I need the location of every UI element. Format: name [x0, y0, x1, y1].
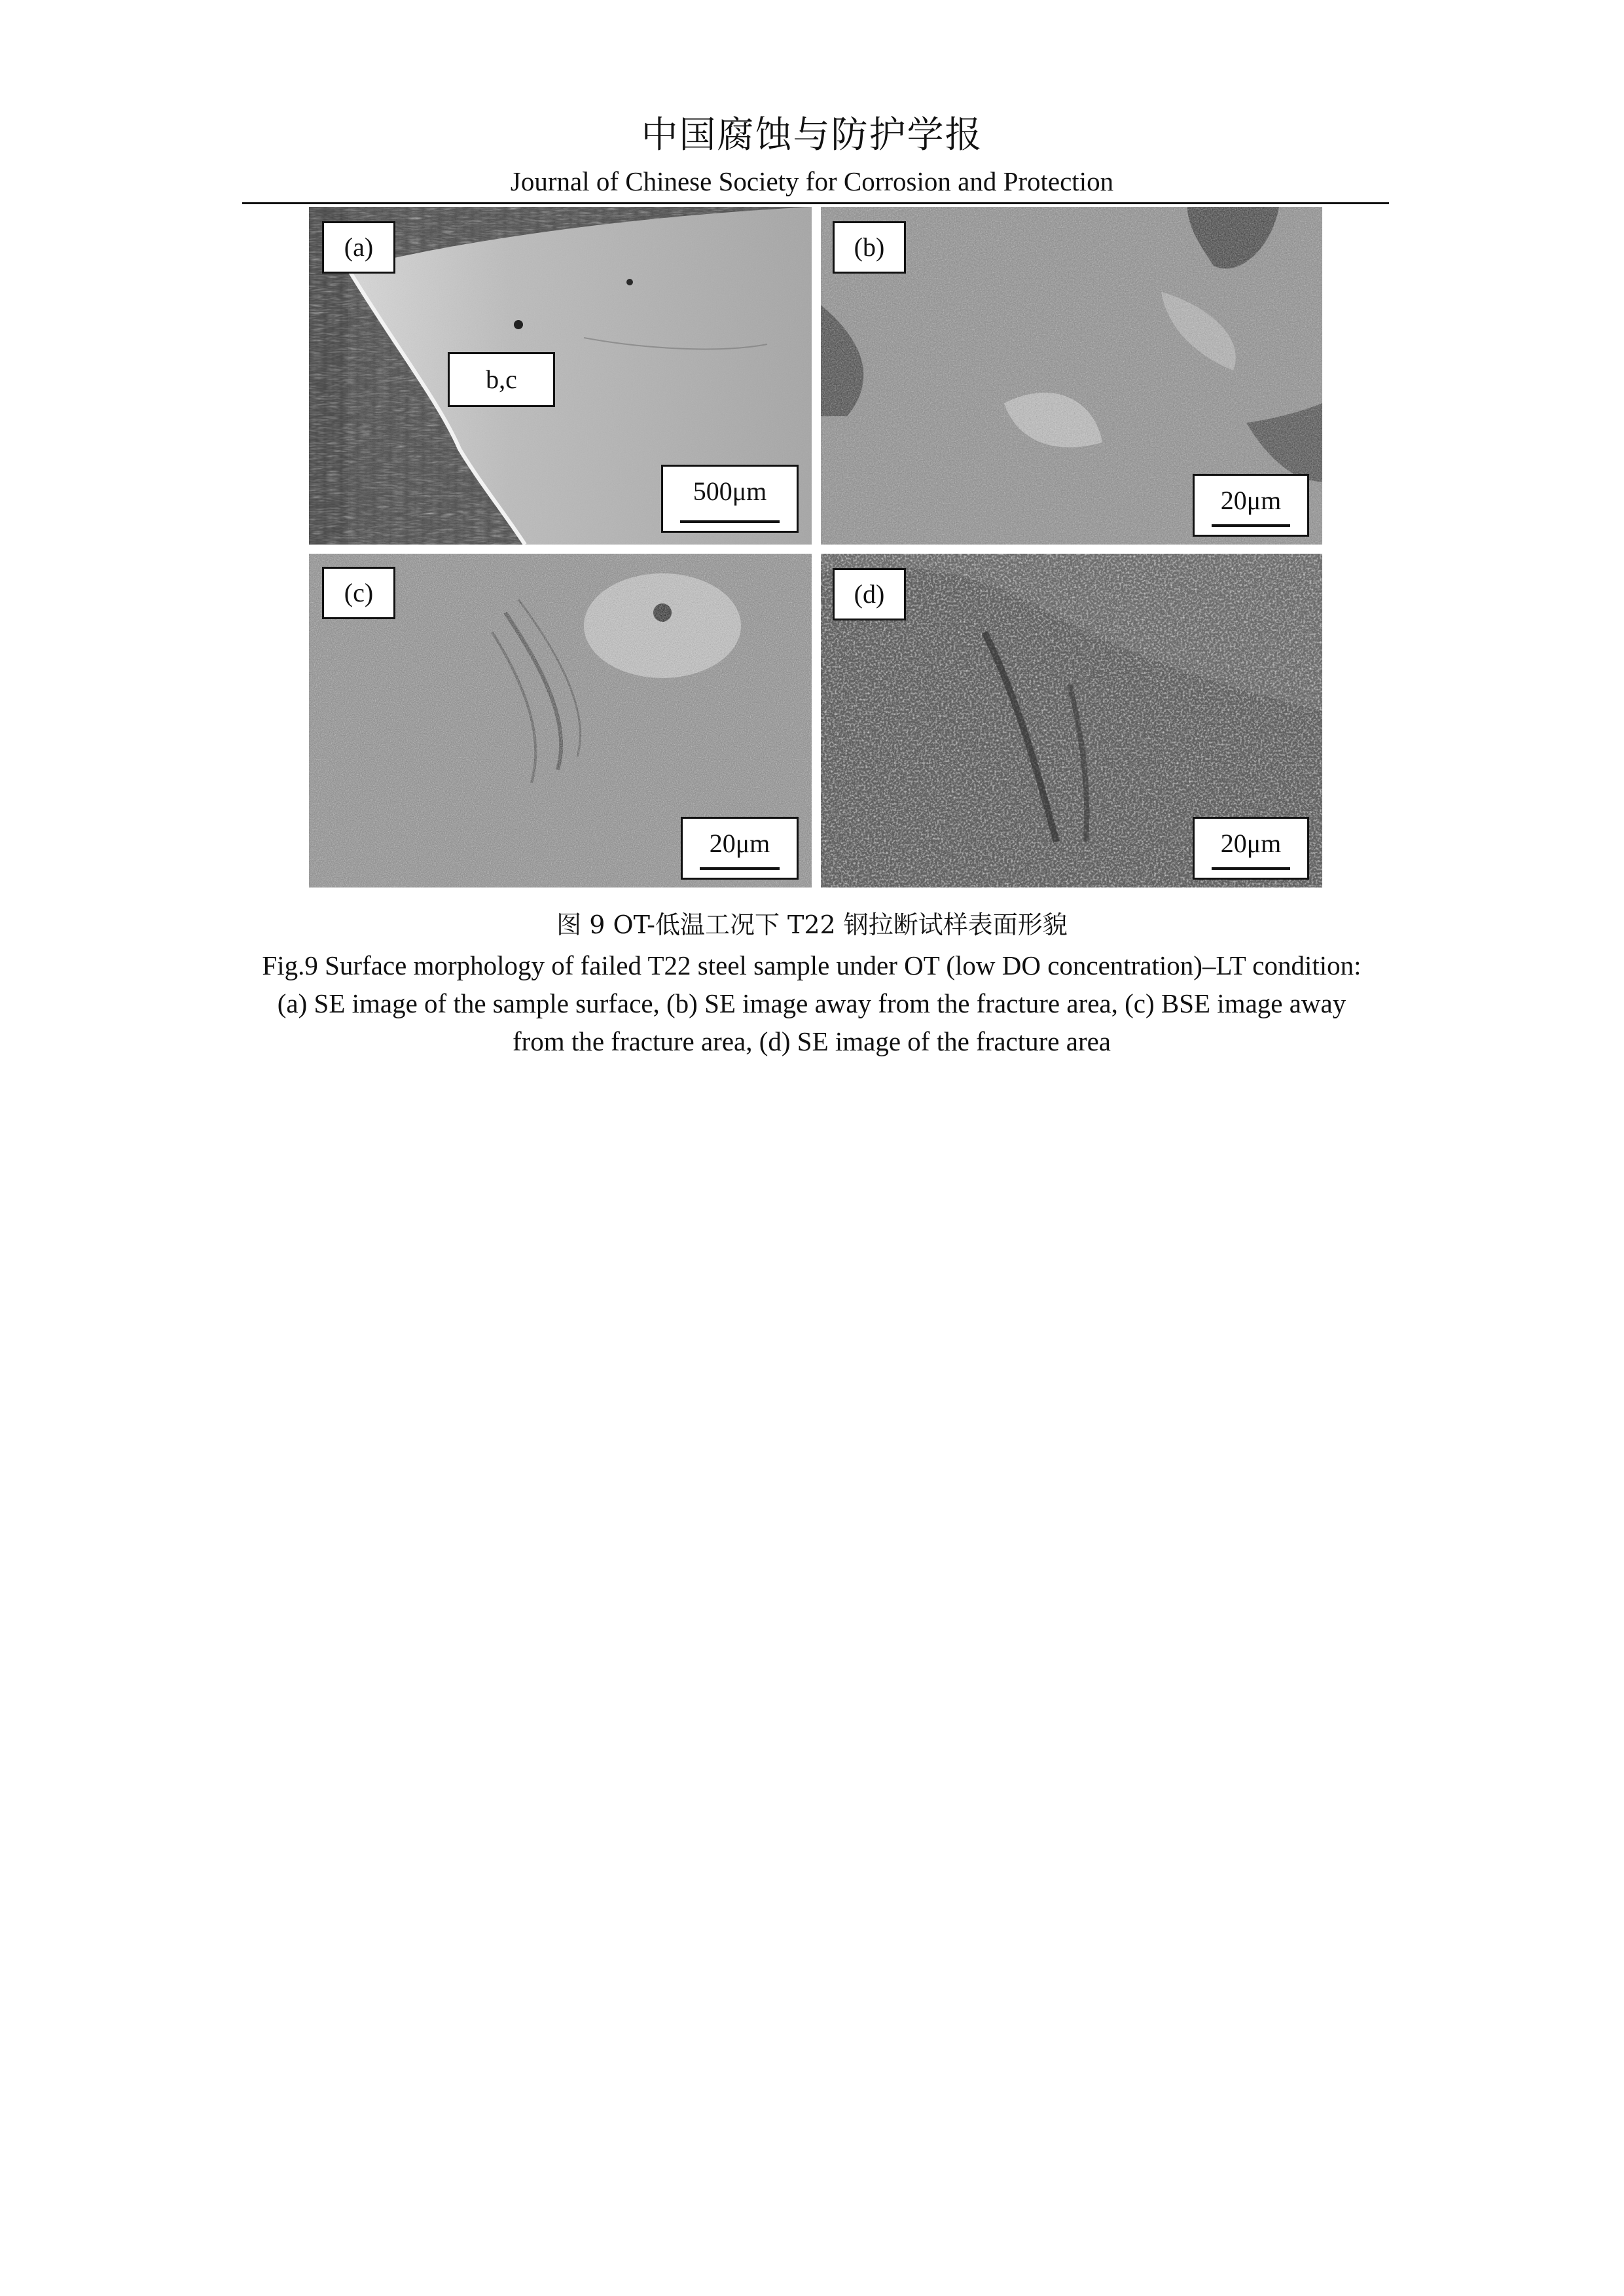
panel-a-sem-image: [309, 207, 812, 545]
panel-b-scale-bar: [1193, 474, 1309, 537]
panel-d-label: (d): [833, 568, 906, 620]
panel-d-scale-text: 20μm: [1220, 829, 1282, 858]
figure-caption-cn: 图 9 OT-低温工况下 T22 钢拉断试样表面形貌: [556, 910, 1068, 939]
figure-9: [309, 207, 1322, 888]
panel-b-label: (b): [833, 221, 906, 274]
panel-b-sem-image: [821, 207, 1322, 545]
panel-a-label: (a): [322, 221, 395, 274]
panel-d-sem-image: [821, 554, 1322, 888]
panel-b-scale-line: [1212, 524, 1290, 527]
panel-d-scale-line: [1212, 867, 1290, 870]
journal-title-cn: 中国腐蚀与防护学报: [641, 114, 983, 156]
panel-c-label: (c): [322, 567, 395, 619]
figure-caption-en: Fig.9 Surface morphology of failed T22 steel sample under OT (low DO concentration)–LT condition: (a) SE image of the sample surface, (b) SE image away from the fracture area, (c) BSE image away from the fracture area, (d) SE image of the fracture area: [262, 950, 1362, 1056]
panel-a-scale-bar: [661, 465, 799, 533]
panel-d-scale-bar: [1193, 817, 1309, 880]
panel-c-scale-text: 20μm: [709, 829, 770, 858]
panel-a-region-label: b,c: [448, 352, 555, 407]
journal-title-en: Journal of Chinese Society for Corrosion and Protection: [510, 166, 1114, 196]
panel-c-sem-image: [309, 554, 812, 888]
panel-b-scale-text: 20μm: [1220, 486, 1282, 515]
panel-a-scale-text: 500μm: [693, 476, 767, 506]
panel-c-scale-line: [700, 867, 780, 870]
panel-a-scale-line: [680, 520, 780, 523]
header-divider: [242, 202, 1389, 204]
panel-c-scale-bar: [681, 817, 799, 880]
